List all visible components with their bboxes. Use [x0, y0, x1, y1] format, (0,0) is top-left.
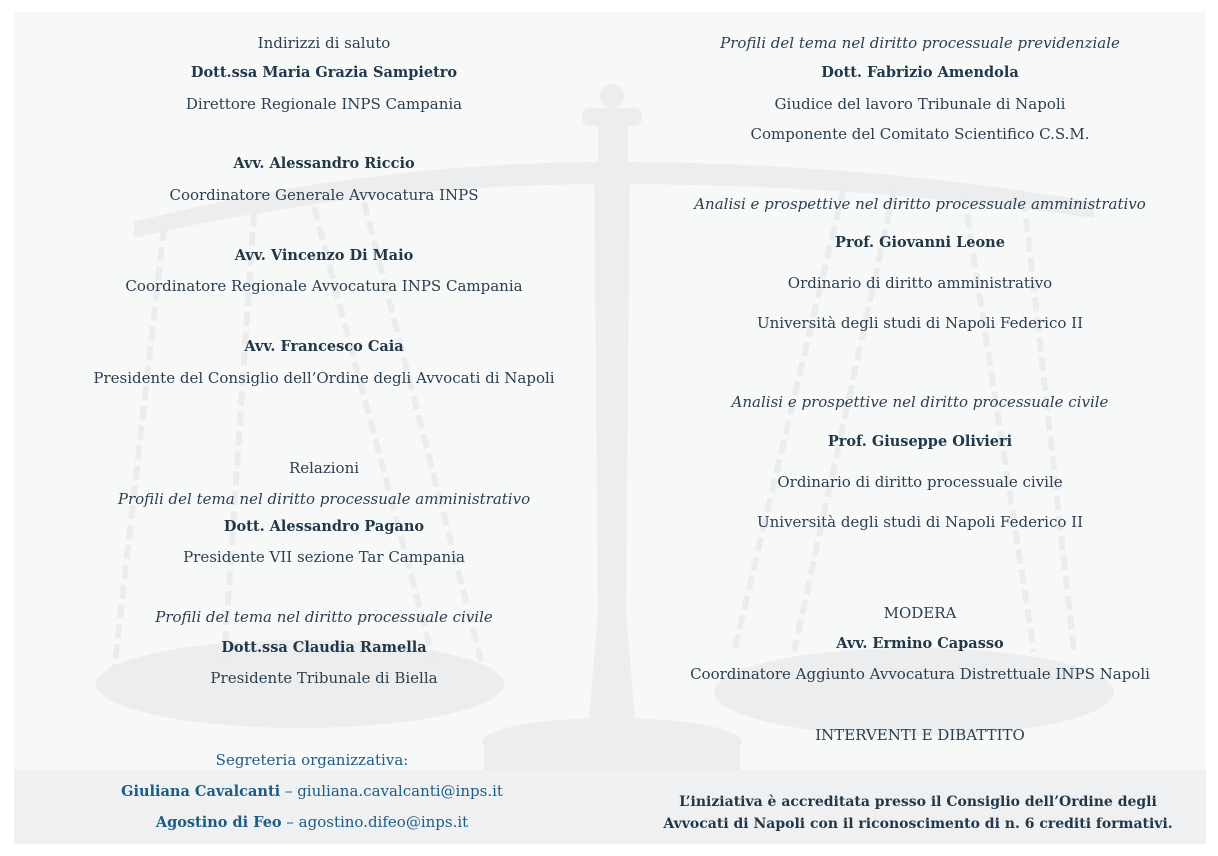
speaker-role: Coordinatore Generale Avvocatura INPS — [169, 186, 479, 204]
talk-topic: Analisi e prospettive nel diritto processuale civile — [731, 393, 1109, 411]
speaker-name: Avv. Vincenzo Di Maio — [234, 247, 414, 264]
speaker-role: Componente del Comitato Scientifico C.S.M. — [750, 125, 1090, 143]
speaker-name: Avv. Alessandro Riccio — [233, 155, 415, 172]
contact-name: Giuliana Cavalcanti — [121, 783, 281, 800]
speaker-name: Avv. Francesco Caia — [244, 338, 404, 355]
interventi-heading: INTERVENTI E DIBATTITO — [815, 726, 1025, 744]
talk-topic: Profili del tema nel diritto processuale previdenziale — [720, 34, 1120, 52]
speaker-name: Prof. Giuseppe Olivieri — [827, 433, 1013, 450]
speaker-role: Ordinario di diritto processuale civile — [777, 473, 1063, 491]
speaker-name: Dott.ssa Claudia Ramella — [221, 639, 427, 656]
accreditation-line: Avvocati di Napoli con il riconoscimento di n. 6 crediti formativi. — [663, 816, 1173, 832]
talk-topic: Profili del tema nel diritto processuale amministrativo — [117, 490, 531, 508]
speaker-name: Prof. Giovanni Leone — [835, 234, 1005, 251]
speaker-role: Università degli studi di Napoli Federico II — [756, 314, 1084, 332]
speaker-role: Direttore Regionale INPS Campania — [185, 95, 463, 113]
contact-line — [156, 813, 468, 832]
relazioni-heading: Relazioni — [288, 459, 360, 477]
contact-separator: – — [281, 813, 299, 831]
speaker-name: Dott.ssa Maria Grazia Sampietro — [190, 64, 458, 81]
contact-email-link[interactable]: agostino.difeo@inps.it — [298, 813, 469, 831]
speaker-role: Presidente Tribunale di Biella — [210, 669, 438, 687]
greeting-heading: Indirizzi di saluto — [257, 34, 391, 52]
modera-heading: MODERA — [883, 604, 957, 622]
speaker-role: Giudice del lavoro Tribunale di Napoli — [774, 95, 1066, 113]
speaker-role: Presidente VII sezione Tar Campania — [183, 548, 465, 566]
speaker-role: Ordinario di diritto amministrativo — [787, 274, 1053, 292]
speaker-name: Dott. Alessandro Pagano — [223, 518, 425, 535]
contact-email-link[interactable]: giuliana.cavalcanti@inps.it — [297, 782, 503, 800]
speaker-name: Dott. Fabrizio Amendola — [821, 64, 1019, 81]
speaker-role: Coordinatore Regionale Avvocatura INPS Campania — [125, 277, 523, 295]
contact-line — [121, 782, 503, 801]
segreteria-heading: Segreteria organizzativa: — [215, 751, 409, 769]
contact-name: Agostino di Feo — [155, 814, 282, 831]
contact-separator: – — [280, 782, 298, 800]
talk-topic: Profili del tema nel diritto processuale civile — [155, 608, 493, 626]
moderator-role: Coordinatore Aggiunto Avvocatura Distrettuale INPS Napoli — [690, 665, 1150, 683]
speaker-role: Presidente del Consiglio dell’Ordine degli Avvocati di Napoli — [93, 369, 555, 387]
accreditation-line: L’iniziativa è accreditata presso il Consiglio dell’Ordine degli — [679, 794, 1157, 810]
moderator-name: Avv. Ermino Capasso — [836, 635, 1004, 652]
speaker-role: Università degli studi di Napoli Federico II — [756, 513, 1084, 531]
talk-topic: Analisi e prospettive nel diritto processuale amministrativo — [694, 195, 1146, 213]
